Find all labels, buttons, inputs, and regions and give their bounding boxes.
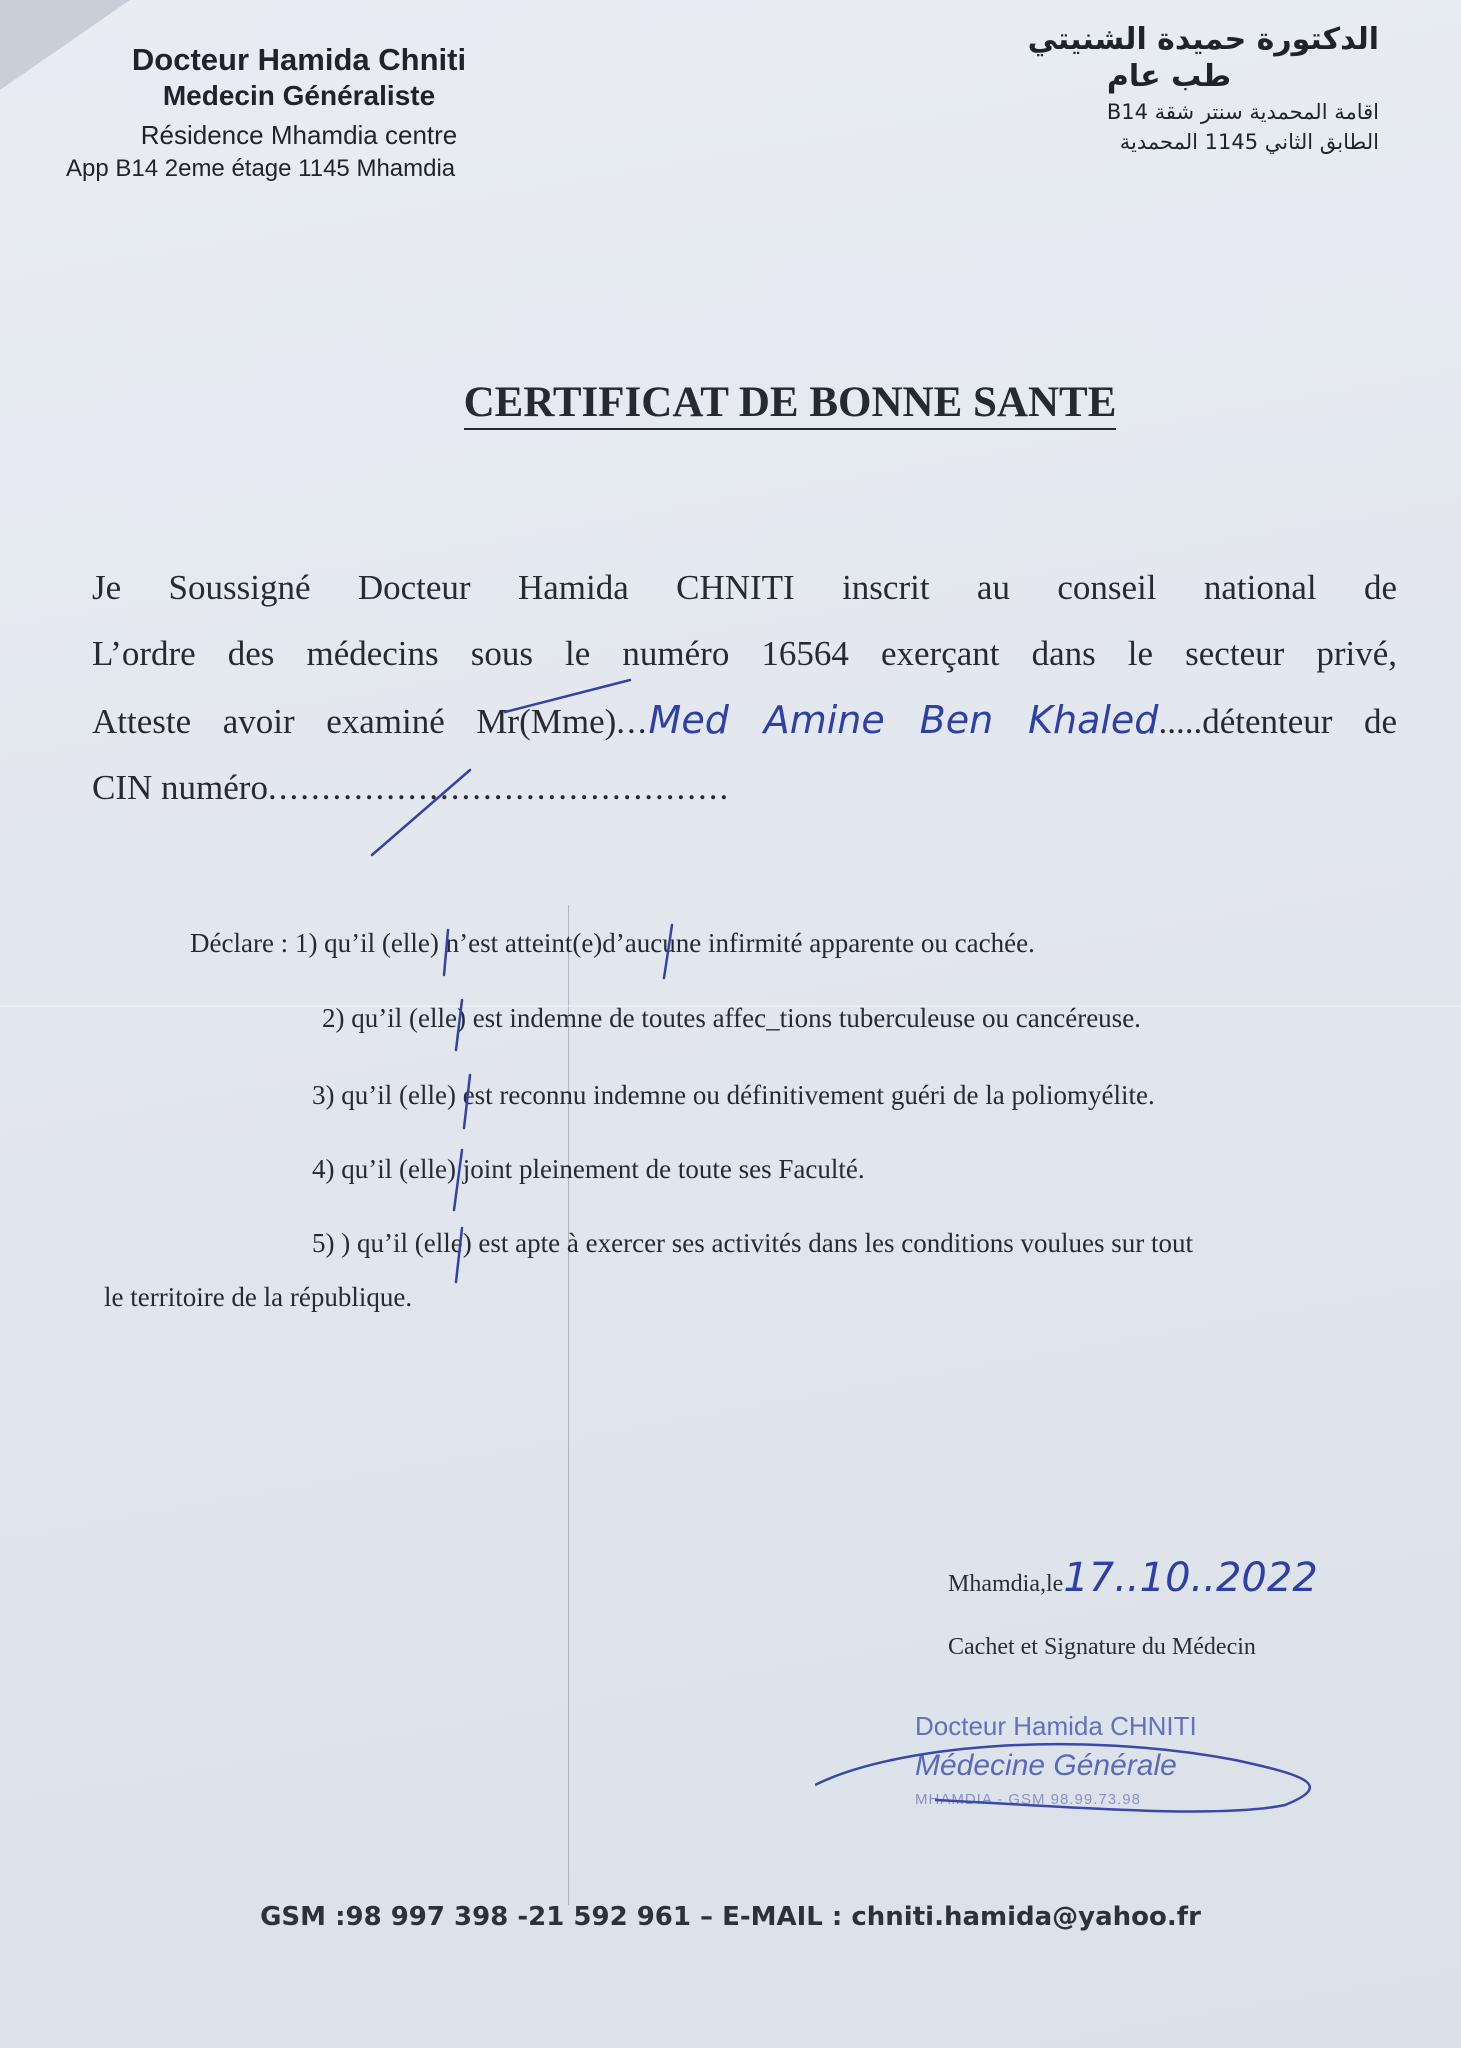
declaration-item-3: 3) qu’il (elle) est reconnu indemne ou définitivement guéri de la poliomyélite. bbox=[312, 1080, 1155, 1110]
doctor-specialty: Medecin Généraliste bbox=[162, 80, 436, 111]
holder-label: .....détenteur de bbox=[1158, 702, 1397, 741]
doctor-specialty-arabic: طب عام bbox=[1106, 59, 1232, 94]
doctor-header-arabic bbox=[959, 22, 1379, 154]
place-label: Mhamdia,le bbox=[948, 1571, 1064, 1597]
document-title-text: CERTIFICAT DE BONNE SANTE bbox=[464, 379, 1117, 430]
doctor-address-line2: App B14 2eme étage 1145 Mhamdia bbox=[66, 155, 456, 182]
doctor-name: Docteur Hamida Chniti bbox=[131, 42, 467, 77]
contact-footer: GSM :98 997 398 -21 592 961 – E-MAIL : chniti.hamida@yahoo.fr bbox=[260, 1902, 1201, 1932]
declaration-item-1 bbox=[190, 928, 1035, 959]
stamp-specialty: Médecine Générale bbox=[915, 1749, 1177, 1782]
signature-label: Cachet et Signature du Médecin bbox=[948, 1634, 1256, 1660]
doctor-header-french bbox=[64, 42, 534, 183]
doctor-stamp bbox=[815, 1705, 1320, 1820]
declaration-intro: Déclare : bbox=[190, 928, 289, 958]
declaration-item-4: 4) qu’il (elle) joint pleinement de toute ses Faculté. bbox=[312, 1154, 865, 1184]
declaration-item-2: 2) qu’il (elle) est indemne de toutes affec_tions tuberculeuse ou cancéreuse. bbox=[322, 1003, 1141, 1033]
doctor-address-line2-arabic: الطابق الثاني 1145 المحمدية bbox=[1119, 130, 1379, 154]
attestation-line-2: L’ordre des médecins sous le numéro 16564 exerçant dans le secteur privé, bbox=[92, 634, 1397, 673]
stamp-contact: MHAMDIA - GSM 98.99.73.98 bbox=[915, 1791, 1141, 1808]
fold-crease bbox=[568, 905, 569, 1905]
name-field-dots: ... bbox=[616, 702, 649, 741]
cin-label: CIN numéro bbox=[92, 768, 268, 807]
declaration-item-1-text: 1) qu’il (elle) n’est atteint(e)d’aucune infirmité apparente ou cachée. bbox=[294, 928, 1035, 958]
declaration-item-5-continued: le territoire de la république. bbox=[104, 1282, 413, 1312]
patient-name-handwritten: Med Amine Ben Khaled bbox=[648, 698, 1159, 742]
date-handwritten: 17..10..2022 bbox=[1063, 1555, 1318, 1601]
signature-scribble bbox=[815, 1705, 1320, 1820]
doctor-address-line1-arabic: اقامة المحمدية سنتر شقة B14 bbox=[1106, 100, 1379, 124]
attestation-line-3 bbox=[92, 687, 1397, 755]
doctor-address-line1: Résidence Mhamdia centre bbox=[140, 120, 458, 150]
cin-field-dots: ........................................... bbox=[267, 768, 731, 807]
attestation-paragraph bbox=[92, 555, 1397, 821]
declaration-item-5: 5) ) qu’il (elle) est apte à exercer ses activités dans les conditions voulues sur tout bbox=[312, 1228, 1193, 1258]
examined-label: Atteste avoir examiné Mr(Mme) bbox=[92, 702, 617, 741]
stamp-doctor-name: Docteur Hamida CHNITI bbox=[915, 1711, 1197, 1741]
doctor-name-arabic: الدكتورة حميدة الشنيتي bbox=[1027, 22, 1379, 57]
place-date bbox=[948, 1555, 1318, 1601]
attestation-line-1: Je Soussigné Docteur Hamida CHNITI inscrit au conseil national de bbox=[92, 568, 1397, 607]
attestation-line-4 bbox=[92, 755, 1397, 821]
document-title bbox=[440, 378, 1140, 427]
